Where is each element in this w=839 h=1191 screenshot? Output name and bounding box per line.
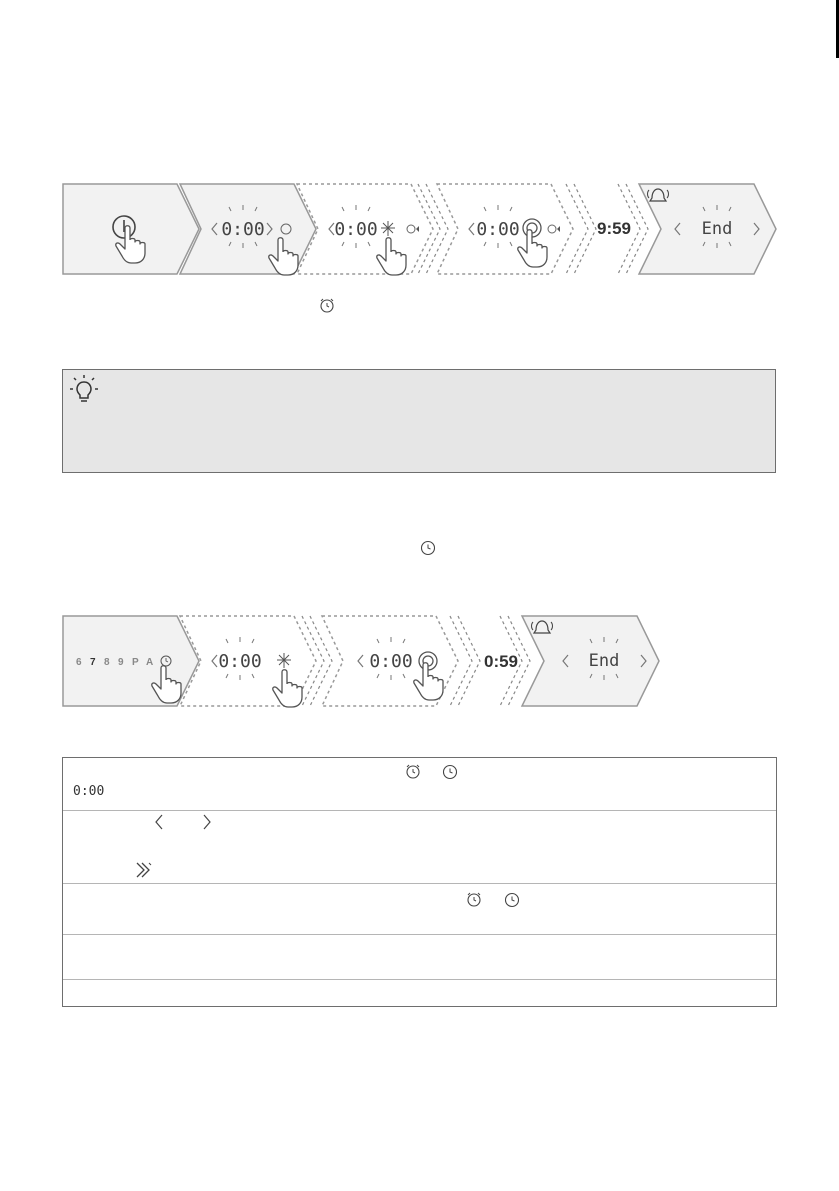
display-000: 0:00 [476,219,520,240]
instructions-table [62,757,777,1007]
display-000: 0:00 [369,651,413,672]
step-end [522,616,659,706]
display-000: 0:00 [334,219,378,240]
chevron-left-icon [152,813,166,831]
display-000: 0:00 [221,219,265,240]
selector-digit: 9 [118,657,124,668]
clock-icon [419,539,437,557]
clock-icon [441,763,459,781]
display-000: 0:00 [218,651,262,672]
selector-digit: 8 [104,657,110,668]
timer-sequence-2 [0,600,839,720]
table-row-divider [63,934,776,935]
selector-digit: P [132,657,139,668]
double-chevron-icon [134,861,154,879]
step-confirm [322,616,458,706]
lightbulb-icon [69,374,99,406]
countdown-display: 9:59 [596,219,632,238]
table-row-divider [63,979,776,980]
display-000: 0:00 [73,784,105,799]
chevron-right-icon [200,813,214,831]
step-set-time [180,616,316,707]
alarm-clock-icon [318,296,336,314]
selector-digit: 6 [76,657,82,668]
tip-box [62,369,776,473]
step-select-alarm [180,184,316,275]
step-select-timer [63,616,199,706]
selector-digit: 7 [90,657,96,668]
alarm-clock-icon [465,890,483,908]
timer-sequence-1 [0,0,839,300]
end-display: End [701,219,733,239]
alarm-clock-icon [404,762,422,780]
table-row-divider [63,883,776,884]
step-set-time [297,184,433,275]
clock-icon [503,891,521,909]
step-power-on [63,184,199,274]
step-end [639,184,776,274]
table-row-divider [63,810,776,811]
step-confirm [437,184,573,274]
selector-digit: A [146,657,154,668]
countdown-display: 0:59 [483,652,519,671]
end-display: End [588,651,620,671]
